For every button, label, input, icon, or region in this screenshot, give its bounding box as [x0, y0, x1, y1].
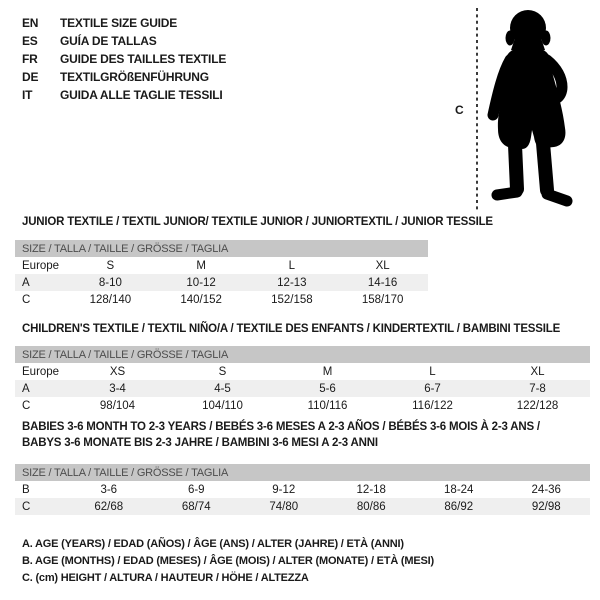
- cell: 9-12: [272, 483, 296, 496]
- cell: S: [218, 365, 227, 378]
- cell: 122/128: [516, 399, 559, 412]
- height-dashed-line: [475, 8, 479, 210]
- cell: 3-4: [109, 382, 126, 395]
- height-label-c: C: [455, 103, 464, 117]
- cell: 80/86: [356, 500, 386, 513]
- row-label: A: [22, 276, 30, 289]
- footnote-a: A. AGE (YEARS) / EDAD (AÑOS) / ÂGE (ANS) / ALTER (JAHRE) / ETÀ (ANNI): [22, 538, 404, 550]
- cell: 3-6: [100, 483, 118, 496]
- cell: 10-12: [186, 276, 216, 289]
- table-row-height: [15, 291, 428, 308]
- cell: 18-24: [444, 483, 474, 496]
- cell: 5-6: [319, 382, 336, 395]
- row-label: Europe: [22, 259, 60, 272]
- language-title: GUÍA DE TALLAS: [60, 34, 157, 48]
- language-row-it: [22, 86, 226, 104]
- size-header-bar: SIZE / TALLA / TAILLE / GRÖSSE / TAGLIA: [15, 346, 590, 363]
- cell: 68/74: [181, 500, 211, 513]
- babies-table-title-line2: BABYS 3-6 MONATE BIS 2-3 JAHRE / BAMBINI 3-6 MESI A 2-3 ANNI: [22, 437, 378, 449]
- babies-size-table: [15, 464, 590, 515]
- table-row-europe: [15, 257, 428, 274]
- cell: 110/116: [307, 399, 348, 412]
- cell: 104/110: [202, 399, 243, 412]
- language-title: GUIDE DES TAILLES TEXTILE: [60, 52, 227, 66]
- table-row-europe: [15, 363, 590, 380]
- cell: 12-18: [356, 483, 386, 496]
- cell: 14-16: [367, 276, 398, 289]
- cell: 92/98: [531, 500, 561, 513]
- cell: 6-7: [424, 382, 441, 395]
- footnote-c: C. (cm) HEIGHT / ALTURA / HAUTEUR / HÖHE / ALTEZZA: [22, 572, 309, 584]
- language-code: DE: [22, 70, 39, 84]
- language-code: FR: [22, 52, 38, 66]
- cell: 62/68: [94, 500, 124, 513]
- language-title: TEXTILGRÖßENFÜHRUNG: [60, 70, 209, 84]
- babies-table-title: [22, 419, 540, 451]
- language-code: EN: [22, 16, 39, 30]
- cell: L: [429, 365, 436, 378]
- language-title: GUIDA ALLE TAGLIE TESSILI: [60, 88, 223, 102]
- row-label: C: [22, 293, 31, 306]
- language-title: TEXTILE SIZE GUIDE: [60, 16, 178, 30]
- cell: 24-36: [531, 483, 561, 496]
- table-row-age-months: [15, 481, 590, 498]
- size-header-bar: SIZE / TALLA / TAILLE / GRÖSSE / TAGLIA: [15, 240, 428, 257]
- cell: M: [196, 259, 206, 272]
- row-label: C: [22, 500, 31, 513]
- children-table-title: CHILDREN'S TEXTILE / TEXTIL NIÑO/A / TEXTILE DES ENFANTS / KINDERTEXTIL / BAMBINI TESSILE: [22, 323, 561, 335]
- footnotes: [22, 536, 434, 587]
- language-row-en: [22, 14, 226, 32]
- row-label: B: [22, 483, 30, 496]
- language-header: [22, 14, 226, 104]
- language-row-fr: [22, 50, 226, 68]
- table-row-height: [15, 397, 590, 414]
- toddler-silhouette-icon: [484, 8, 588, 208]
- cell: 12-13: [277, 276, 307, 289]
- table-row-age: [15, 274, 428, 291]
- junior-size-table: [15, 240, 428, 308]
- row-label: C: [22, 399, 31, 412]
- size-header-bar: SIZE / TALLA / TAILLE / GRÖSSE / TAGLIA: [15, 464, 590, 481]
- footnote-b: B. AGE (MONTHS) / EDAD (MESES) / ÂGE (MOIS) / ALTER (MONATE) / ETÀ (MESI): [22, 555, 434, 567]
- cell: 98/104: [99, 399, 136, 412]
- table-row-height: [15, 498, 590, 515]
- children-size-table: [15, 346, 590, 414]
- cell: XL: [530, 365, 545, 378]
- cell: 6-9: [187, 483, 205, 496]
- cell: 140/152: [180, 293, 222, 306]
- language-code: IT: [22, 88, 33, 102]
- cell: 86/92: [444, 500, 474, 513]
- babies-table-title-line1: BABIES 3-6 MONTH TO 2-3 YEARS / BEBÉS 3-6 MESES A 2-3 AÑOS / BÉBÉS 3-6 MOIS À 2-3 ANS /: [22, 421, 540, 433]
- language-row-de: [22, 68, 226, 86]
- cell: 4-5: [214, 382, 231, 395]
- cell: XS: [109, 365, 126, 378]
- table-row-age: [15, 380, 590, 397]
- cell: 74/80: [269, 500, 299, 513]
- cell: 7-8: [529, 382, 546, 395]
- cell: 8-10: [98, 276, 122, 289]
- cell: 128/140: [89, 293, 132, 306]
- language-row-es: [22, 32, 226, 50]
- row-label: A: [22, 382, 30, 395]
- cell: S: [106, 259, 115, 272]
- cell: M: [322, 365, 333, 378]
- cell: L: [288, 259, 296, 272]
- junior-table-title: JUNIOR TEXTILE / TEXTIL JUNIOR/ TEXTILE JUNIOR / JUNIORTEXTIL / JUNIOR TESSILE: [22, 216, 493, 228]
- height-figure: [450, 6, 598, 214]
- cell: 152/158: [271, 293, 313, 306]
- cell: 158/170: [361, 293, 404, 306]
- cell: XL: [375, 259, 390, 272]
- row-label: Europe: [22, 365, 60, 378]
- language-code: ES: [22, 34, 38, 48]
- cell: 116/122: [412, 399, 453, 412]
